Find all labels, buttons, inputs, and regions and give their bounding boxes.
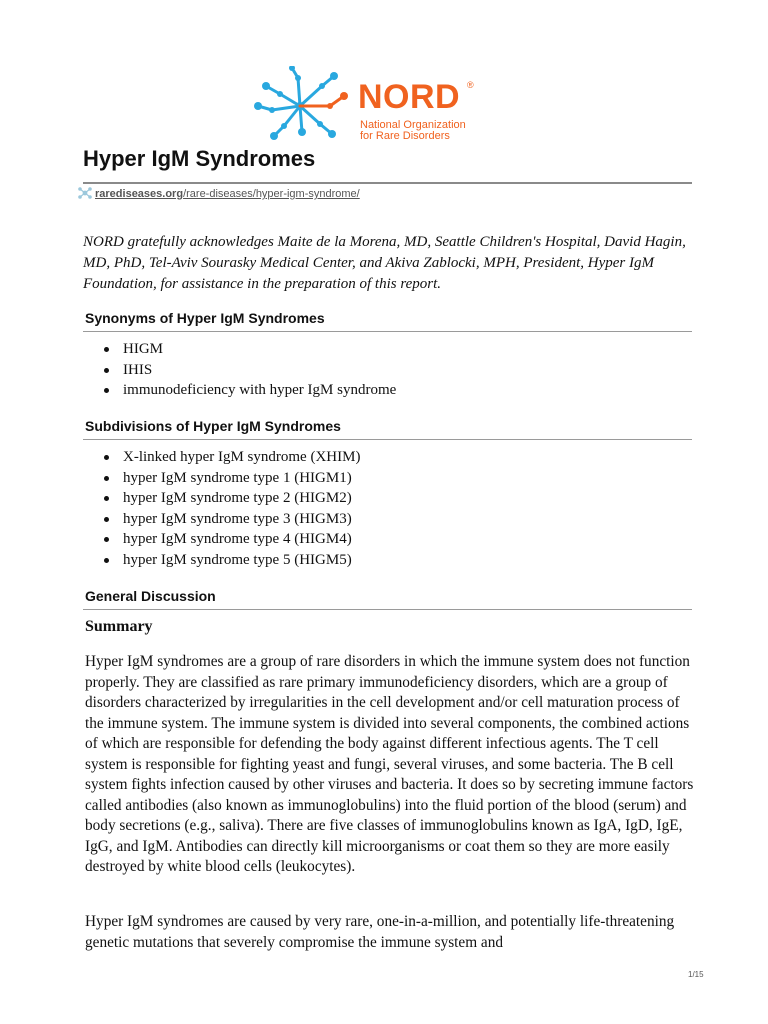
acknowledgement-text: NORD gratefully acknowledges Maite de la Morena, MD, Seattle Children's Hospital, David Hagin, MD, PhD, Tel-Aviv Sourasky Medical Center, and Akiva Zablocki, MPH, President, Hyper IgM Foundation, for assistance in the preparation of this report. <box>83 234 686 292</box>
tagline-line-2: for Rare Disorders <box>360 130 450 142</box>
subdivisions-heading: Subdivisions of Hyper IgM Syndromes <box>85 418 341 434</box>
bullet-icon <box>104 368 109 373</box>
synonyms-divider <box>83 331 692 332</box>
registered-mark: ® <box>467 80 474 90</box>
synonyms-heading: Synonyms of Hyper IgM Syndromes <box>85 310 325 326</box>
list-item: X-linked hyper IgM syndrome (XHIM) <box>104 447 360 468</box>
bullet-icon <box>104 517 109 522</box>
bullet-icon <box>104 537 109 542</box>
summary-heading: Summary <box>85 618 153 635</box>
summary-paragraph-2: Hyper IgM syndromes are caused by very rare, one-in-a-million, and potentially life-threatening genetic mutations that severely compromise the immune system and <box>85 913 675 951</box>
bullet-icon <box>104 455 109 460</box>
list-item: HIGM <box>104 339 396 360</box>
subdivisions-list <box>104 447 360 570</box>
source-path-link[interactable]: /rare-diseases/hyper-igm-syndrome/ <box>183 188 360 200</box>
page-number: 1/15 <box>688 970 704 979</box>
bullet-icon <box>104 558 109 563</box>
bullet-icon <box>104 347 109 352</box>
synonyms-list <box>104 339 396 401</box>
general-discussion-divider <box>83 609 692 610</box>
nord-wordmark: NORD <box>358 78 461 116</box>
general-discussion-heading: General Discussion <box>85 588 216 604</box>
summary-paragraph-1: Hyper IgM syndromes are a group of rare disorders in which the immune system does not function properly. They are classified as rare primary immunodeficiency disorders, which are a group of disorders characterized by irregularities in the cell development and/or cell maturation process of the immune system. The immune system is divided into several components, the combined actions of which are responsible for defending the body against different infectious agents. The T cell system is responsible for fighting yeast and fungi, several viruses, and some bacteria. The B cell system fights infection caused by other viruses and bacteria. It does so by secreting immune factors called antibodies (also known as immunoglobulins) into the fluid portion of the blood (serum) and body secretions (e.g., saliva). There are five classes of immunoglobulins known as IgA, IgD, IgE, IgG, and IgM. Antibodies can directly kill microorganisms or coat them so they are more easily destroyed by white blood cells (leukocytes). <box>85 653 694 875</box>
list-item: hyper IgM syndrome type 1 (HIGM1) <box>104 468 360 489</box>
nord-tagline <box>360 120 490 142</box>
list-item: immunodeficiency with hyper IgM syndrome <box>104 380 396 401</box>
bullet-icon <box>104 476 109 481</box>
network-icon <box>78 187 92 199</box>
list-item: hyper IgM syndrome type 3 (HIGM3) <box>104 509 360 530</box>
nord-logo <box>250 66 490 150</box>
list-item: hyper IgM syndrome type 2 (HIGM2) <box>104 488 360 509</box>
nord-molecule-icon <box>250 66 354 142</box>
list-item: hyper IgM syndrome type 4 (HIGM4) <box>104 529 360 550</box>
bullet-icon <box>104 496 109 501</box>
tagline-line-1: National Organization <box>360 119 466 131</box>
source-url[interactable] <box>78 187 360 200</box>
subdivisions-divider <box>83 439 692 440</box>
list-item: IHIS <box>104 360 396 381</box>
title-divider <box>83 182 692 184</box>
source-domain-link[interactable]: rarediseases.org <box>95 188 184 200</box>
list-item: hyper IgM syndrome type 5 (HIGM5) <box>104 550 360 571</box>
bullet-icon <box>104 388 109 393</box>
page-title: Hyper IgM Syndromes <box>83 146 316 171</box>
